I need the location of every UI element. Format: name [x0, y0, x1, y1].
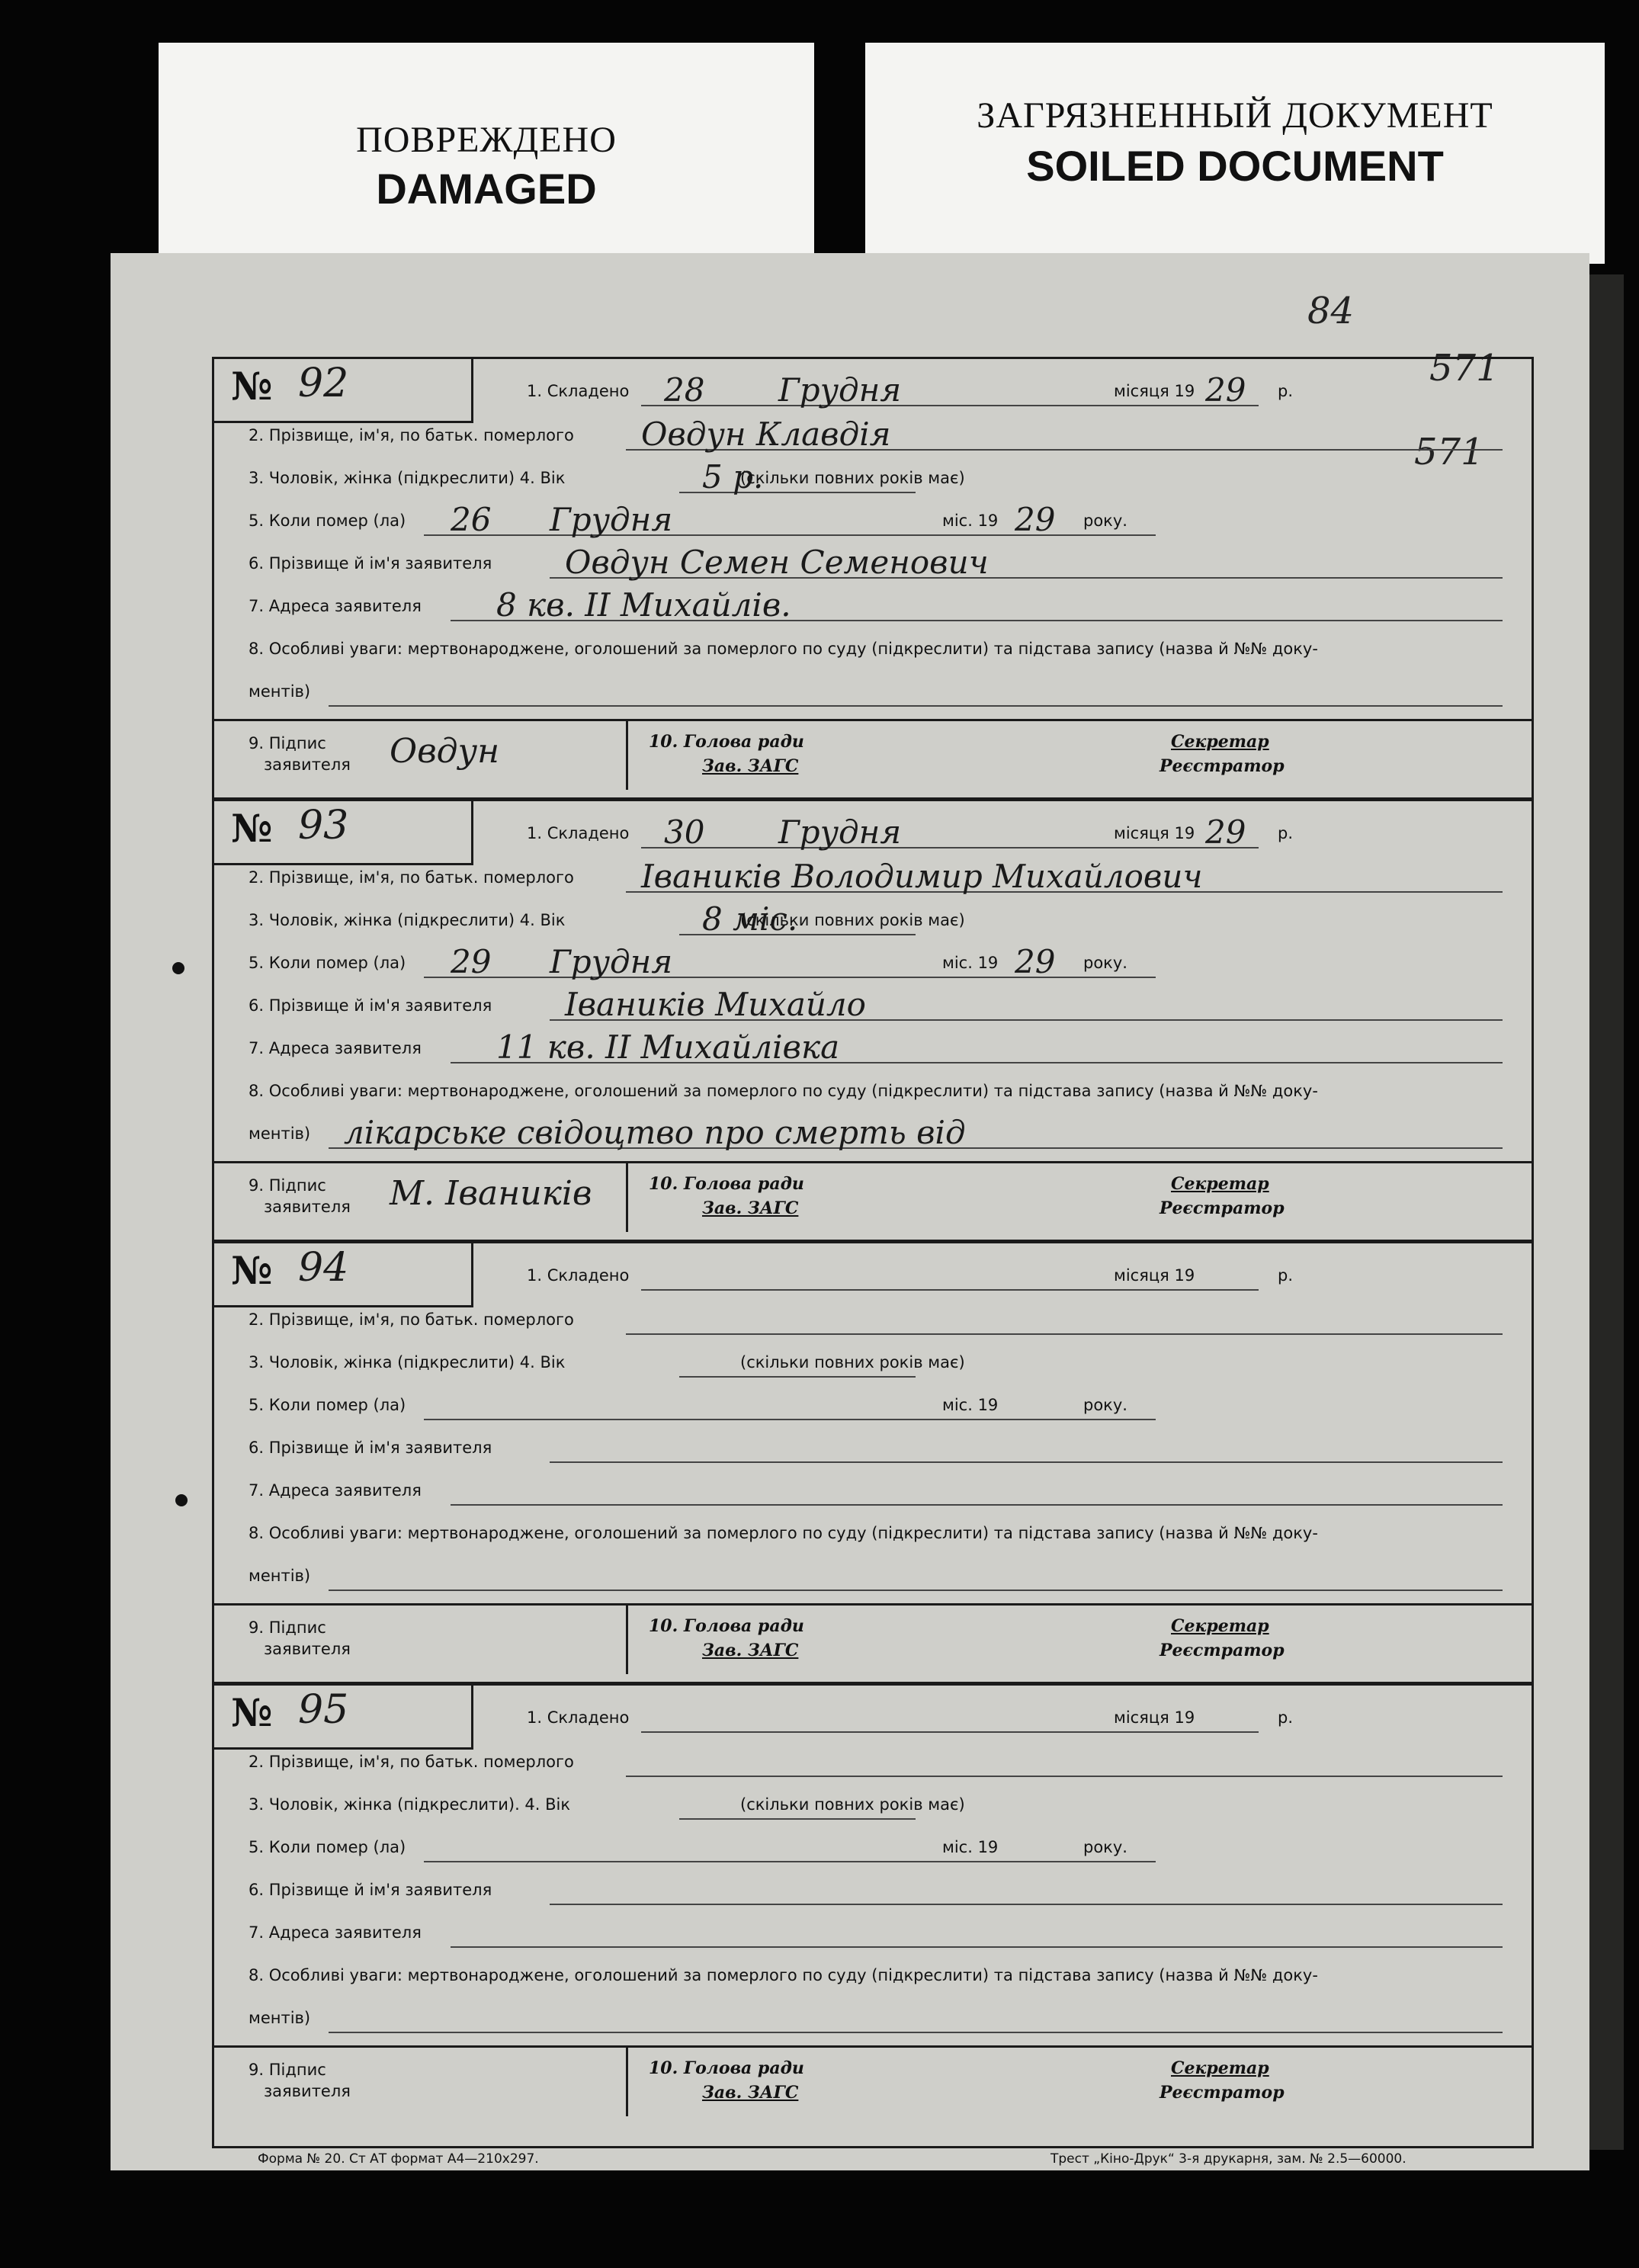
sex-age-label: 3. Чоловік, жінка (підкреслити) 4. Вік [249, 1353, 566, 1371]
line-death-date [214, 501, 1532, 545]
line-name [214, 415, 1532, 460]
death-year: 29 [1015, 943, 1056, 980]
line-address [214, 1471, 1532, 1515]
compiled-label: 1. Складено [527, 824, 630, 842]
age-hint: (скільки повних років має) [740, 911, 965, 929]
chairman-label: 10. Голова ради [649, 732, 804, 752]
line-notes [214, 1955, 1532, 2000]
age-value: 5 р. [702, 458, 764, 496]
applicant-address: 11 кв. II Михайлівка [496, 1028, 840, 1066]
line-death-date [214, 1385, 1532, 1429]
applicant-label: 6. Прізвище й ім'я заявителя [249, 996, 492, 1015]
damaged-label-card [159, 43, 814, 264]
number-sign: № [231, 806, 273, 851]
secretary-label: Секретар [1171, 1616, 1269, 1636]
chairman-label: 10. Голова ради [649, 2058, 804, 2078]
death-month: Грудня [550, 501, 673, 538]
notes-label-cont: ментів) [249, 2009, 311, 2027]
applicant-signature: М. Іваників [390, 1174, 592, 1213]
registrar-label: Реєстратор [1159, 1641, 1285, 1660]
line-notes [214, 629, 1532, 673]
soiled-label-card [865, 43, 1605, 264]
form-footer [212, 2148, 1534, 2171]
applicant-address: 8 кв. II Михайлів. [496, 586, 791, 624]
year-suffix: р. [1278, 1266, 1294, 1285]
line-name [214, 1742, 1532, 1786]
soiled-label-en: SOILED DOCUMENT [1026, 142, 1444, 190]
signature-label-2: заявителя [264, 1198, 351, 1216]
death-day: 29 [451, 943, 492, 980]
fill-line [641, 405, 1243, 406]
fill-line [451, 1504, 1503, 1506]
signature-divider [626, 1606, 628, 1674]
deceased-name-label: 2. Прізвище, ім'я, по батьк. померлого [249, 426, 574, 444]
registry-head-label: Зав. ЗАГС [702, 2083, 799, 2103]
line-death-date [214, 943, 1532, 987]
notes-label: 8. Особливі уваги: мертвонароджене, оголошений за померлого по суду (підкреслити) та підстава запису (назва й №№ доку- [249, 1524, 1318, 1542]
deceased-name: Іваників Володимир Михайлович [641, 858, 1203, 895]
address-label: 7. Адреса заявителя [249, 597, 422, 615]
applicant-signature: Овдун [390, 732, 500, 771]
fill-line [626, 1776, 1503, 1777]
archive-number-a: 84 [1307, 290, 1355, 332]
line-sex-age [214, 1343, 1532, 1387]
line-applicant [214, 986, 1532, 1030]
damaged-label-en: DAMAGED [376, 165, 597, 213]
registry-head-label: Зав. ЗАГС [702, 1641, 799, 1660]
chairman-label: 10. Голова ради [649, 1616, 804, 1636]
compiled-day: 30 [664, 813, 705, 851]
sex-age-label: 3. Чоловік, жінка (підкреслити) 4. Вік [249, 469, 566, 487]
registrar-label: Реєстратор [1159, 1198, 1285, 1218]
line-applicant [214, 1870, 1532, 1914]
signature-label-2: заявителя [264, 2082, 351, 2100]
line-applicant [214, 1428, 1532, 1472]
signature-divider [626, 2048, 628, 2116]
record-number: 93 [298, 803, 349, 848]
line-notes [214, 1071, 1532, 1115]
applicant-label: 6. Прізвище й ім'я заявителя [249, 1439, 492, 1457]
notes-label-cont: ментів) [249, 1567, 311, 1585]
line-sex-age [214, 458, 1532, 502]
death-record [214, 1686, 1532, 2128]
month-label: місяця 19 [1114, 382, 1195, 400]
signature-divider [626, 1163, 628, 1232]
line-name [214, 1300, 1532, 1344]
fill-line [626, 1333, 1503, 1335]
age-hint: (скільки повних років має) [740, 1795, 965, 1814]
fill-line [1205, 1289, 1259, 1291]
line-notes-cont [214, 672, 1532, 716]
year-suffix: р. [1278, 382, 1294, 400]
notes-label: 8. Особливі уваги: мертвонароджене, оголошений за померлого по суду (підкреслити) та підстава запису (назва й №№ доку- [249, 640, 1318, 658]
death-record [214, 1243, 1532, 1686]
sex-age-label: 3. Чоловік, жінка (підкреслити) 4. Вік [249, 911, 566, 929]
line-applicant [214, 544, 1532, 588]
fill-line [1015, 1861, 1079, 1862]
death-day: 26 [451, 501, 492, 538]
fill-line [550, 1904, 1503, 1905]
line-death-date [214, 1827, 1532, 1872]
number-sign: № [231, 1690, 273, 1735]
compiled-label: 1. Складено [527, 1266, 630, 1285]
death-record [214, 359, 1532, 801]
compiled-day: 28 [664, 371, 705, 409]
compiled-month: Грудня [778, 813, 902, 851]
fill-line [1015, 1419, 1079, 1420]
signature-divider [626, 721, 628, 790]
applicant-label: 6. Прізвище й ім'я заявителя [249, 554, 492, 573]
footer-form-info: Форма № 20. Ст АТ формат А4—210х297. [258, 2151, 539, 2167]
age-value: 8 міс. [702, 900, 798, 938]
signature-label-2: заявителя [264, 755, 351, 774]
month-label: місяця 19 [1114, 824, 1195, 842]
signature-row [214, 1161, 1532, 1232]
death-register-form [212, 357, 1534, 2148]
sex-age-label: 3. Чоловік, жінка (підкреслити). 4. Вік [249, 1795, 571, 1814]
notes-label-cont: ментів) [249, 1124, 311, 1143]
archive-number-b: 571 [1429, 347, 1499, 390]
fill-line [451, 1946, 1503, 1948]
death-year-label: міс. 19 [942, 954, 999, 972]
damaged-label-ru: ПОВРЕЖДЕНО [356, 120, 617, 160]
signature-label: 9. Підпис [249, 734, 326, 752]
signature-row [214, 1603, 1532, 1674]
line-compiled [214, 1256, 1532, 1300]
line-sex-age [214, 900, 1532, 945]
line-notes-cont [214, 1556, 1532, 1600]
punch-hole [172, 962, 184, 974]
compiled-label: 1. Складено [527, 1708, 630, 1727]
fill-line [550, 1461, 1503, 1463]
death-date-label: 5. Коли помер (ла) [249, 512, 406, 530]
age-hint: (скільки повних років має) [740, 469, 965, 487]
signature-label: 9. Підпис [249, 2061, 326, 2079]
line-compiled [214, 1698, 1532, 1742]
signature-row [214, 2045, 1532, 2116]
line-address [214, 1028, 1532, 1073]
death-year-label: міс. 19 [942, 1396, 999, 1414]
compiled-month: Грудня [778, 371, 902, 409]
notes-label: 8. Особливі уваги: мертвонароджене, оголошений за померлого по суду (підкреслити) та підстава запису (назва й №№ доку- [249, 1082, 1318, 1100]
fill-line [641, 847, 1243, 848]
soiled-label-ru: ЗАГРЯЗНЕННЫЙ ДОКУМЕНТ [977, 95, 1493, 136]
death-month: Грудня [550, 943, 673, 980]
line-sex-age [214, 1785, 1532, 1829]
applicant-label: 6. Прізвище й ім'я заявителя [249, 1881, 492, 1899]
notes-label-cont: ментів) [249, 682, 311, 701]
death-record [214, 801, 1532, 1243]
death-year: 29 [1015, 501, 1056, 538]
signature-label: 9. Підпис [249, 1618, 326, 1637]
registry-head-label: Зав. ЗАГС [702, 756, 799, 776]
punch-hole [175, 1494, 188, 1506]
compiled-year: 29 [1205, 371, 1246, 409]
notes-value: лікарське свідоцтво про смерть від [344, 1114, 966, 1151]
fill-line [1205, 1731, 1259, 1733]
year-word: року. [1083, 1838, 1127, 1856]
number-sign: № [231, 364, 273, 409]
record-number: 92 [298, 361, 349, 406]
fill-line [329, 1590, 1503, 1591]
registry-head-label: Зав. ЗАГС [702, 1198, 799, 1218]
line-notes-cont [214, 1114, 1532, 1158]
year-word: року. [1083, 1396, 1127, 1414]
signature-label-2: заявителя [264, 1640, 351, 1658]
line-compiled [214, 371, 1532, 415]
month-label: місяця 19 [1114, 1266, 1195, 1285]
registrar-label: Реєстратор [1159, 2083, 1285, 2103]
record-number: 94 [298, 1245, 349, 1291]
year-word: року. [1083, 512, 1127, 530]
fill-line [641, 1289, 1243, 1291]
fill-line [679, 1818, 916, 1820]
line-notes [214, 1513, 1532, 1557]
fill-line [329, 2032, 1503, 2033]
deceased-name-label: 2. Прізвище, ім'я, по батьк. померлого [249, 1310, 574, 1329]
line-address [214, 1913, 1532, 1957]
line-compiled [214, 813, 1532, 858]
line-name [214, 858, 1532, 902]
line-notes-cont [214, 1998, 1532, 2042]
age-hint: (скільки повних років має) [740, 1353, 965, 1371]
month-label: місяця 19 [1114, 1708, 1195, 1727]
death-date-label: 5. Коли помер (ла) [249, 954, 406, 972]
compiled-year: 29 [1205, 813, 1246, 851]
archive-number-c: 571 [1414, 431, 1484, 473]
year-suffix: р. [1278, 1708, 1294, 1727]
line-address [214, 586, 1532, 630]
deceased-name: Овдун Клавдія [641, 415, 891, 453]
year-suffix: р. [1278, 824, 1294, 842]
applicant-name: Іваників Михайло [565, 986, 866, 1023]
signature-label: 9. Підпис [249, 1176, 326, 1195]
year-word: року. [1083, 954, 1127, 972]
signature-row [214, 719, 1532, 790]
secretary-label: Секретар [1171, 2058, 1269, 2078]
address-label: 7. Адреса заявителя [249, 1923, 422, 1942]
chairman-label: 10. Голова ради [649, 1174, 804, 1194]
address-label: 7. Адреса заявителя [249, 1039, 422, 1057]
notes-label: 8. Особливі уваги: мертвонароджене, оголошений за померлого по суду (підкреслити) та підстава запису (назва й №№ доку- [249, 1966, 1318, 1984]
registrar-label: Реєстратор [1159, 756, 1285, 776]
death-year-label: міс. 19 [942, 1838, 999, 1856]
applicant-name: Овдун Семен Семенович [565, 544, 989, 581]
number-sign: № [231, 1248, 273, 1293]
secretary-label: Секретар [1171, 1174, 1269, 1194]
fill-line [641, 1731, 1243, 1733]
death-year-label: міс. 19 [942, 512, 999, 530]
secretary-label: Секретар [1171, 732, 1269, 752]
fill-line [679, 1376, 916, 1378]
deceased-name-label: 2. Прізвище, ім'я, по батьк. померлого [249, 868, 574, 887]
record-number: 95 [298, 1687, 349, 1733]
deceased-name-label: 2. Прізвище, ім'я, по батьк. померлого [249, 1753, 574, 1771]
fill-line [329, 705, 1503, 707]
address-label: 7. Адреса заявителя [249, 1481, 422, 1500]
footer-printer-info: Трест „Кіно-Друк“ 3-я друкарня, зам. № 2.5—60000. [1050, 2151, 1406, 2167]
death-date-label: 5. Коли помер (ла) [249, 1838, 406, 1856]
compiled-label: 1. Складено [527, 382, 630, 400]
death-date-label: 5. Коли помер (ла) [249, 1396, 406, 1414]
